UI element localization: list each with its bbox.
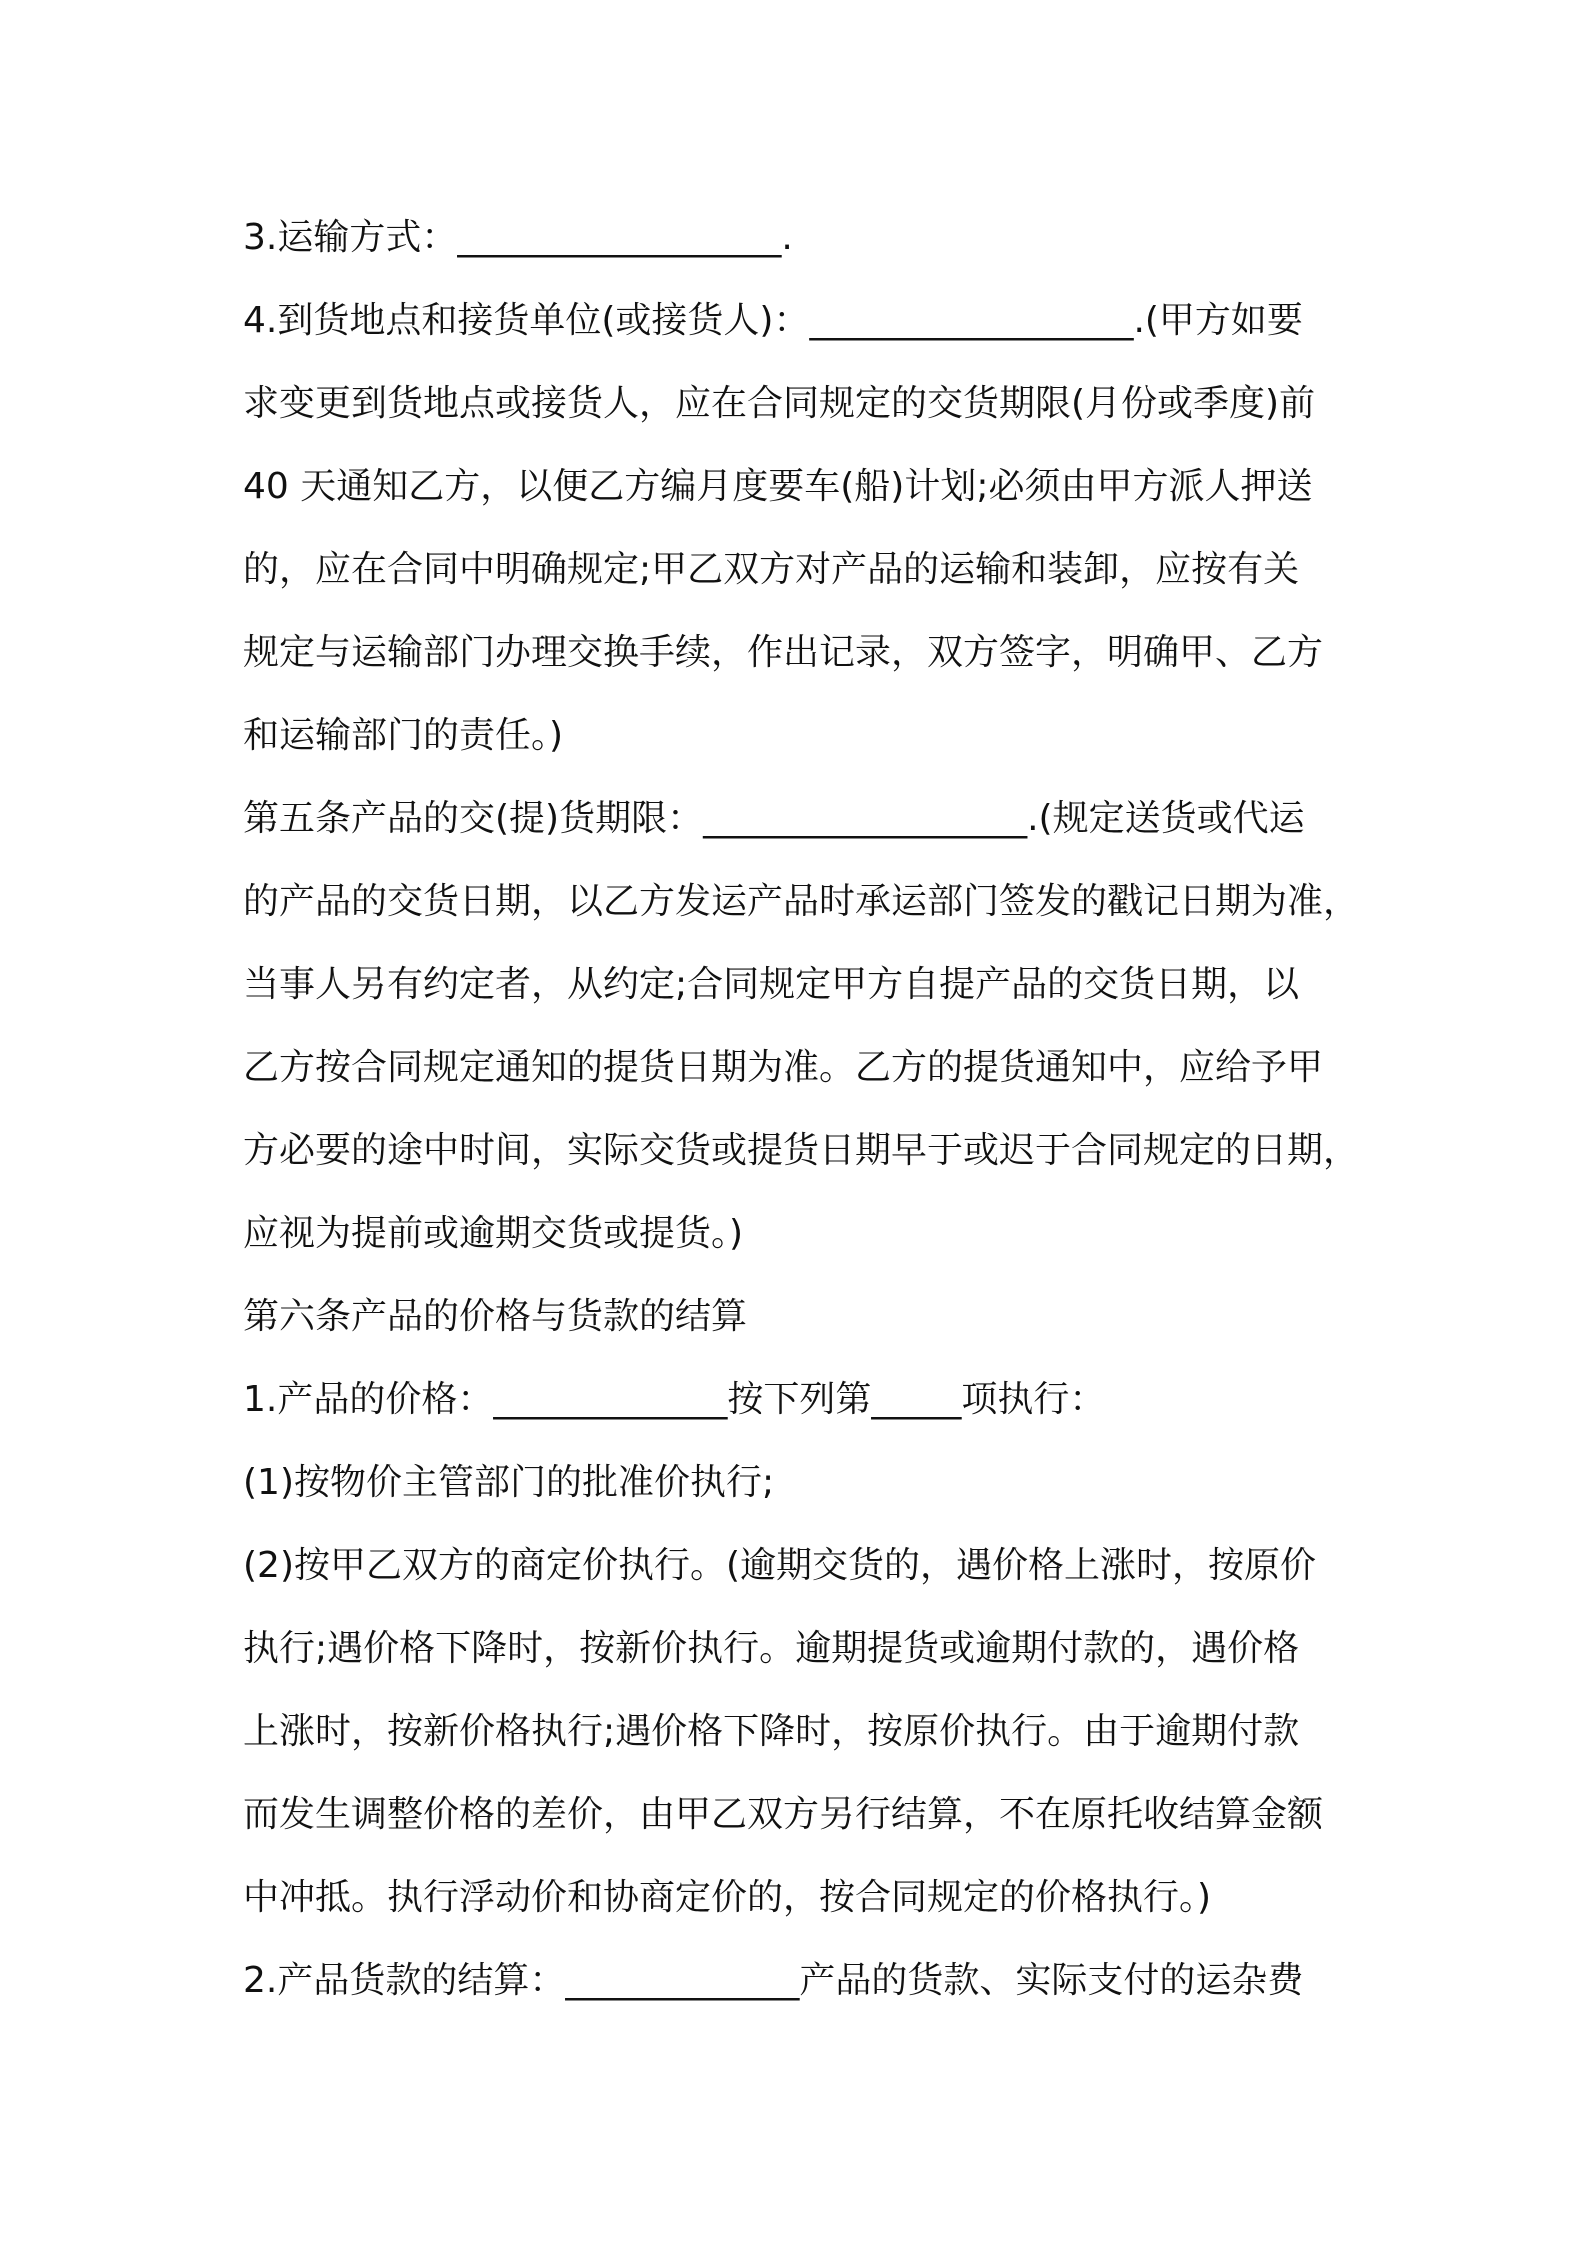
text-line: 的，应在合同中明确规定;甲乙双方对产品的运输和装卸，应按有关	[243, 549, 1300, 590]
text-line: 应视为提前或逾期交货或提货。)	[243, 1213, 744, 1254]
text-line: 中冲抵。执行浮动价和协商定价的，按合同规定的价格执行。)	[243, 1877, 1212, 1918]
text-line: 方必要的途中时间，实际交货或提货日期早于或迟于合同规定的日期，	[243, 1130, 1360, 1171]
text-line: 的产品的交货日期，以乙方发运产品时承运部门签发的戳记日期为准，	[243, 881, 1360, 922]
text-line: 当事人另有约定者，从约定;合同规定甲方自提产品的交货日期，以	[243, 964, 1300, 1005]
text-line: 4.到货地点和接货单位(或接货人)：__________________.(甲方如要	[243, 300, 1303, 341]
document-body	[243, 196, 1383, 2022]
text-line: 3.运输方式：__________________.	[243, 217, 793, 258]
text-line: 和运输部门的责任。)	[243, 715, 564, 756]
text-line: (1)按物价主管部门的批准价执行;	[243, 1462, 775, 1503]
text-line: (2)按甲乙双方的商定价执行。(逾期交货的，遇价格上涨时，按原价	[243, 1545, 1317, 1586]
text-line: 求变更到货地点或接货人，应在合同规定的交货期限(月份或季度)前	[243, 383, 1316, 424]
text-line: 乙方按合同规定通知的提货日期为准。乙方的提货通知中，应给予甲	[243, 1047, 1324, 1088]
text-line: 2.产品货款的结算：_____________产品的货款、实际支付的运杂费	[243, 1960, 1304, 2001]
text-line: 而发生调整价格的差价，由甲乙双方另行结算，不在原托收结算金额	[243, 1794, 1324, 1835]
text-line: 1.产品的价格：_____________按下列第_____项执行：	[243, 1379, 1106, 1420]
text-line: 第六条产品的价格与货款的结算	[243, 1296, 748, 1337]
text-line: 40 天通知乙方，以便乙方编月度要车(船)计划;必须由甲方派人押送	[243, 466, 1313, 507]
text-line: 上涨时，按新价格执行;遇价格下降时，按原价执行。由于逾期付款	[243, 1711, 1300, 1752]
text-line: 第五条产品的交(提)货期限：__________________.(规定送货或代运	[243, 798, 1305, 839]
text-line: 执行;遇价格下降时，按新价执行。逾期提货或逾期付款的，遇价格	[243, 1628, 1300, 1669]
text-line: 规定与运输部门办理交换手续，作出记录，双方签字，明确甲、乙方	[243, 632, 1324, 673]
